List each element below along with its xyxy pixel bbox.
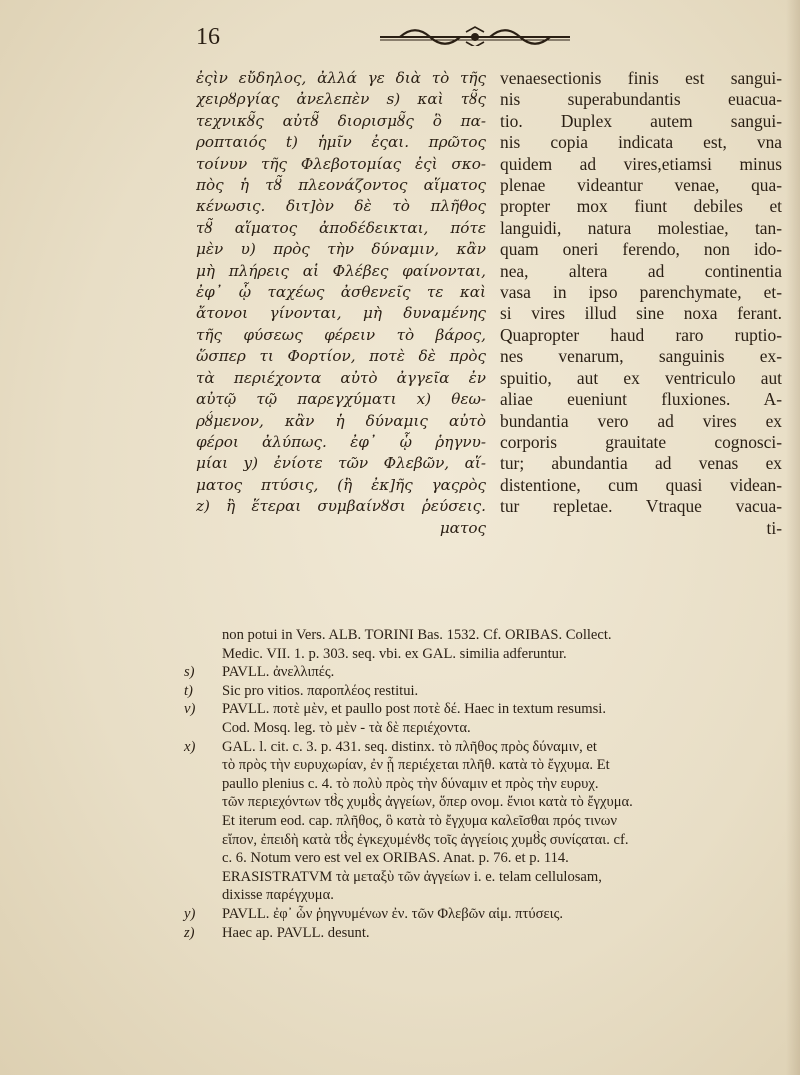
greek-text-line: ροπταιός t) ἡμῖν ἐςαι. πρῶτος — [196, 133, 486, 152]
greek-text-line: αὐτῷ τῷ παρεγχύματι x) θεω- — [196, 390, 486, 409]
greek-text-line: τοίνυν τῆς Φλεβοτομίας ἐςὶ σκο- — [196, 154, 486, 173]
latin-text-line: vasa in ipso parenchymate, et- — [500, 282, 782, 303]
greek-text-line: τὰ περιέχοντα αὐτὸ ἀγγεῖα ἐν — [196, 368, 486, 387]
footnote-line: εἴπον, ἐπειδὴ κατὰ τȣ̀ς ἐγκεχυμένȣς τοῖς ἀγγείοις χυμȣ̀ς συνίςαται. cf. — [222, 831, 629, 848]
footnote-line: Haec ap. PAVLL. desunt. — [222, 924, 370, 941]
greek-text-line: τῆς φύσεως φέρειν τὸ βάρος, — [196, 325, 486, 344]
footnote-line: paullo plenius c. 4. τὸ πολὺ πρὸς τὴν δύναμιν et πρὸς τὴν ευρυχ. — [222, 775, 599, 792]
latin-text-line: aliae eueniunt fluxiones. A- — [500, 389, 782, 410]
footnote-line: Medic. VII. 1. p. 303. seq. vbi. ex GAL. similia adferuntur. — [222, 645, 567, 662]
footnote — [184, 924, 778, 943]
greek-text-line: φέροι ἀλύπως. ἐφ᾽ ᾧ ῥηγνυ- — [196, 432, 486, 451]
latin-text-line: languidi, natura molestiae, tan- — [500, 217, 782, 238]
footnote-line: Et iterum eod. cap. πλῆθος, ὃ κατὰ τὸ ἔγχυμα καλεῖσθαι πρός τινων — [222, 812, 617, 829]
latin-text-line: quam oneri ferendo, non ido- — [500, 239, 782, 260]
latin-text-column — [500, 68, 782, 539]
footnote-line: Sic pro vitios. παροπλέος restitui. — [222, 682, 419, 699]
page-fold-shadow — [786, 0, 800, 1075]
greek-text-line: ὥσπερ τι Φορτίον, ποτὲ δὲ πρὸς — [196, 347, 486, 366]
latin-text-line: tio. Duplex autem sangui- — [500, 110, 782, 131]
latin-text-line: quidem ad vires,etiamsi minus — [500, 153, 782, 174]
latin-text-line: tur repletae. Vtraque vacua- — [500, 496, 782, 517]
footnote — [184, 663, 778, 682]
latin-text-line: nes venarum, sanguinis ex- — [500, 346, 782, 367]
latin-text-line: spuitio, aut ex ventriculo aut — [500, 367, 782, 388]
footnote — [184, 905, 778, 924]
ornament-rule-icon — [380, 26, 570, 46]
footnote-marker: y) — [184, 905, 196, 922]
greek-text-line: κένωσις. διτ]ὸν δὲ τὸ πλῆθος — [196, 197, 486, 216]
footnote-marker: t) — [184, 682, 193, 699]
footnote-marker: x) — [184, 738, 196, 755]
greek-text-line: τȣ̃ αἵματος ἀποδέδεικται, πότε — [196, 218, 486, 237]
footnote-line: GAL. l. cit. c. 3. p. 431. seq. distinx. τὸ πλῆθος πρὸς δύναμιν, et — [222, 738, 597, 755]
latin-text-line: Quapropter haud raro ruptio- — [500, 324, 782, 345]
footnote-line: PAVLL. ἐφ᾽ ὧν ῥηγνυμένων ἐν. τῶν Φλεβῶν αἱμ. πτύσεις. — [222, 905, 563, 922]
latin-text-line: ti- — [766, 517, 782, 538]
footnote-line: τὸ πρὸς τὴν ευρυχωρίαν, ἐν ᾗ περιέχεται πλῆθ. κατὰ τὸ ἔγχυμα. Et — [222, 757, 610, 774]
latin-text-line: si vires illud sine noxa ferant. — [500, 303, 782, 324]
latin-text-line: bundantia vero ad vires ex — [500, 410, 782, 431]
greek-text-line: ἐφ᾽ ᾧ ταχέως ἀσθενεῖς τε καὶ — [196, 283, 486, 302]
greek-text-line: ρȣ́μενον, κἂν ἡ δύναμις αὐτὸ — [196, 411, 486, 430]
footnote-line: PAVLL. ποτὲ μὲν, et paullo post ποτὲ δέ. Haec in textum resumsi. — [222, 701, 606, 718]
footnote-marker: s) — [184, 664, 195, 681]
greek-text-line: μὴ πλήρεις αἱ Φλέβες φαίνονται, — [196, 261, 486, 280]
greek-text-line: τεχνικȣ̃ς αὐτȣ̃ διορισμȣ̃ς ὃ πα- — [196, 111, 486, 130]
footnote-line: τῶν περιεχόντων τȣ̀ς χυμȣ̀ς ἀγγείων, ὅπερ ονομ. ἔνιοι κατὰ τὸ ἔγχυμα. — [222, 794, 633, 811]
latin-text-line: tur; abundantia ad venas ex — [500, 453, 782, 474]
greek-text-line: πὸς ἡ τȣ̃ πλεονάζοντος αἵματος — [196, 176, 486, 195]
footnote — [184, 682, 778, 701]
footnote-line: non potui in Vers. ALB. TORINI Bas. 1532. Cf. ORIBAS. Collect. — [222, 627, 612, 643]
footnote — [184, 700, 778, 737]
page-number: 16 — [196, 24, 220, 50]
greek-text-line: μὲν υ) πρὸς τὴν δύναμιν, κἂν — [196, 240, 486, 259]
footnote-marker: v) — [184, 701, 196, 718]
latin-text-line: venaesectionis finis est sangui- — [500, 68, 782, 88]
footnote-line: dixisse παρέγχυμα. — [222, 887, 334, 904]
footnote-line: Cod. Mosq. leg. τὸ μὲν - τὰ δὲ περιέχοντα. — [222, 719, 471, 736]
greek-text-line: ματος — [439, 518, 486, 537]
greek-text-line: ματος πτύσις, (ἢ ἐκ]ῆς γαςρὸς — [196, 475, 486, 494]
latin-text-line: nea, altera ad continentia — [500, 260, 782, 281]
latin-text-line: nis superabundantis euacua- — [500, 89, 782, 110]
footnote — [222, 626, 778, 663]
greek-text-line: ἐςὶν εὔδηλος, ἀλλά γε διὰ τὸ τῆς — [196, 69, 486, 87]
footnote-line: PAVLL. ἀνελλιπές. — [222, 664, 335, 681]
footnote-marker: z) — [184, 924, 195, 941]
latin-text-line: distentione, cum quasi videan- — [500, 474, 782, 495]
greek-text-line: ἄτονοι γίνονται, μὴ δυναμένης — [196, 304, 486, 323]
latin-text-line: propter mox fiunt debiles et — [500, 196, 782, 217]
footnotes — [184, 626, 778, 942]
latin-text-line: corporis grauitate cognosci- — [500, 431, 782, 452]
footnote-line: ERASISTRATVM τὰ μεταξὺ τῶν ἀγγείων i. e. telam cellulosam, — [222, 868, 602, 885]
greek-text-line: μίαι y) ἐνίοτε τῶν Φλεβῶν, αἵ- — [196, 454, 486, 473]
footnote — [184, 738, 778, 905]
latin-text-line: nis copia indicata est, vna — [500, 132, 782, 153]
greek-text-column — [196, 68, 486, 539]
greek-text-line: χειρȣργίας ἀνελεπὲν s) καὶ τȣ̃ς — [196, 90, 486, 109]
footnote-line: c. 6. Notum vero est vel ex ORIBAS. Anat. p. 76. et p. 114. — [222, 850, 569, 867]
latin-text-line: plenae videantur venae, qua- — [500, 175, 782, 196]
greek-text-line: z) ἢ ἕτεραι συμβαίνȣσι ῥεύσεις. — [196, 497, 486, 516]
